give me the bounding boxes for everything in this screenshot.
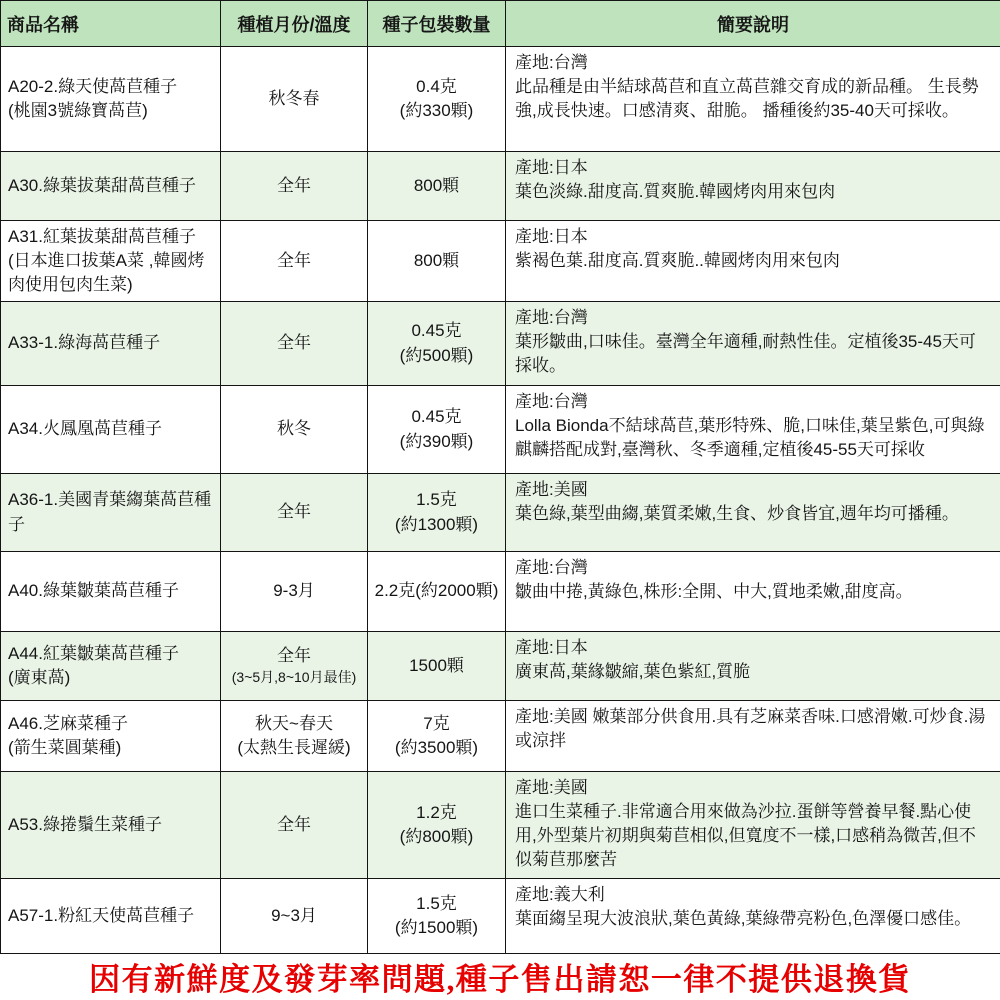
- table-row: [1, 632, 1000, 701]
- description-cell: 產地:美國 葉色綠,葉型曲縐,葉質柔嫩,生食、炒食皆宜,週年均可播種。: [506, 474, 1000, 552]
- column-header-product-name: 商品名稱: [1, 1, 221, 47]
- package-qty-cell: 800顆: [368, 221, 506, 302]
- description-cell: 產地:台灣 皺曲中捲,黃綠色,株形:全開、中大,質地柔嫩,甜度高。: [506, 552, 1000, 632]
- product-name-cell: [1, 221, 221, 302]
- description-cell: 產地:美國 嫩葉部分供食用.具有芝麻菜香味.口感滑嫩.可炒食.湯或涼拌: [506, 701, 1000, 772]
- product-name-cell: [1, 701, 221, 772]
- package-qty-cell: 0.45克 (約390顆): [368, 386, 506, 474]
- product-name: A30.綠葉拔葉甜萵苣種子: [8, 175, 196, 195]
- product-name: A53.綠捲鬚生菜種子: [8, 814, 162, 834]
- planting-month-cell: [221, 386, 368, 474]
- description-cell: 產地:美國 進口生菜種子.非常適合用來做為沙拉.蛋餅等營養早餐.點心使用,外型葉片初期與菊苣相似,但寬度不一樣,口感稍為微苦,但不似菊苣那麼苦: [506, 772, 1000, 879]
- column-header-package-qty: 種子包裝數量: [368, 1, 506, 47]
- planting-month-cell: [221, 302, 368, 386]
- product-name-cell: [1, 552, 221, 632]
- product-name-cell: [1, 632, 221, 701]
- product-name-cell: [1, 474, 221, 552]
- package-qty-cell: 800顆: [368, 152, 506, 221]
- table-row: [1, 152, 1000, 221]
- product-name: A20-2.綠天使萵苣種子: [8, 76, 178, 96]
- product-name-note: (桃園3號綠寶萵苣): [8, 101, 148, 120]
- planting-month: 全年: [277, 646, 311, 665]
- description-cell: 產地:日本 廣東萵,葉緣皺縮,葉色紫紅,質脆: [506, 632, 1000, 701]
- table-row: [1, 474, 1000, 552]
- column-header-planting-month: 種植月份/溫度: [221, 1, 368, 47]
- seed-table-body: [1, 47, 1000, 954]
- column-header-description: 簡要說明: [506, 1, 1000, 47]
- package-qty-cell: 1.2克 (約800顆): [368, 772, 506, 879]
- header-row: [1, 1, 1000, 47]
- planting-month-cell: [221, 474, 368, 552]
- planting-month-cell: [221, 47, 368, 152]
- product-name-note: (廣東萵): [8, 668, 71, 687]
- planting-month: 9-3月: [273, 581, 315, 601]
- package-qty-cell: 1.5克 (約1500顆): [368, 879, 506, 954]
- package-qty-cell: 1.5克 (約1300顆): [368, 474, 506, 552]
- product-name: A31.紅葉拔葉甜萵苣種子: [8, 226, 196, 246]
- product-name-cell: [1, 879, 221, 954]
- table-row: [1, 701, 1000, 772]
- planting-month: 秋冬: [277, 419, 311, 439]
- planting-month: 全年: [277, 814, 311, 834]
- planting-month: 全年: [277, 250, 311, 270]
- product-name-cell: [1, 772, 221, 879]
- product-name-cell: [1, 386, 221, 474]
- description-cell: 產地:台灣 Lolla Bionda不結球萵苣,葉形特殊、脆,口味佳,葉呈紫色,可與綠麒麟搭配成對,臺灣秋、冬季適種,定植後45-55天可採收: [506, 386, 1000, 474]
- planting-month: 全年: [277, 502, 311, 522]
- planting-month: 秋天~春天: [255, 713, 333, 733]
- planting-month-cell: [221, 772, 368, 879]
- planting-month-cell: [221, 701, 368, 772]
- product-name-note: (日本進口拔葉A菜 ,韓國烤肉使用包肉生菜): [8, 250, 205, 295]
- planting-month: 9~3月: [271, 905, 317, 925]
- planting-month-note: (太熱生長遲緩): [237, 738, 351, 757]
- table-row: [1, 879, 1000, 954]
- product-name-note: (箭生菜圓葉種): [8, 738, 122, 757]
- planting-month: 全年: [277, 333, 311, 353]
- description-cell: 產地:台灣 此品種是由半結球萵苣和直立萵苣雜交育成的新品種。 生長勢強,成長快速。口感清爽、甜脆。 播種後約35-40天可採收。: [506, 47, 1000, 152]
- table-row: [1, 221, 1000, 302]
- description-cell: 產地:台灣 葉形皺曲,口味佳。臺灣全年適種,耐熱性佳。定植後35-45天可採收。: [506, 302, 1000, 386]
- planting-month-cell: [221, 632, 368, 701]
- description-cell: 產地:日本 紫褐色葉.甜度高.質爽脆..韓國烤肉用來包肉: [506, 221, 1000, 302]
- product-name: A36-1.美國青葉縐葉萵苣種子: [8, 490, 212, 534]
- package-qty-cell: 7克 (約3500顆): [368, 701, 506, 772]
- product-name: A44.紅葉皺葉萵苣種子: [8, 643, 179, 663]
- table-row: [1, 47, 1000, 152]
- planting-month-cell: [221, 221, 368, 302]
- planting-month: 秋冬春: [268, 88, 320, 108]
- package-qty-cell: 2.2克(約2000顆): [368, 552, 506, 632]
- package-qty-cell: 0.45克 (約500顆): [368, 302, 506, 386]
- table-row: [1, 386, 1000, 474]
- no-return-disclaimer-text: 因有新鮮度及發芽率問題,種子售出請恕一律不提供退換貨: [89, 961, 911, 997]
- planting-month: 全年: [277, 175, 311, 195]
- product-name-cell: [1, 152, 221, 221]
- planting-month-note: (3~5月,8~10月最佳): [231, 669, 357, 686]
- product-name: A46.芝麻菜種子: [8, 713, 128, 733]
- product-name: A34.火鳳凰萵苣種子: [8, 419, 162, 439]
- planting-month-cell: [221, 879, 368, 954]
- product-name: A33-1.綠海萵苣種子: [8, 333, 161, 353]
- table-row: [1, 302, 1000, 386]
- product-name: A57-1.粉紅天使萵苣種子: [8, 905, 195, 925]
- product-name-cell: [1, 47, 221, 152]
- package-qty-cell: 0.4克 (約330顆): [368, 47, 506, 152]
- disclaimer-banner: [0, 954, 1000, 998]
- table-row: [1, 552, 1000, 632]
- product-name: A40.綠葉皺葉萵苣種子: [8, 581, 179, 601]
- planting-month-cell: [221, 152, 368, 221]
- description-cell: 產地:日本 葉色淡綠.甜度高.質爽脆.韓國烤肉用來包肉: [506, 152, 1000, 221]
- package-qty-cell: 1500顆: [368, 632, 506, 701]
- table-row: [1, 772, 1000, 879]
- description-cell: 產地:義大利 葉面縐呈現大波浪狀,葉色黃綠,葉綠帶亮粉色,色澤優口感佳。: [506, 879, 1000, 954]
- product-name-cell: [1, 302, 221, 386]
- planting-month-cell: [221, 552, 368, 632]
